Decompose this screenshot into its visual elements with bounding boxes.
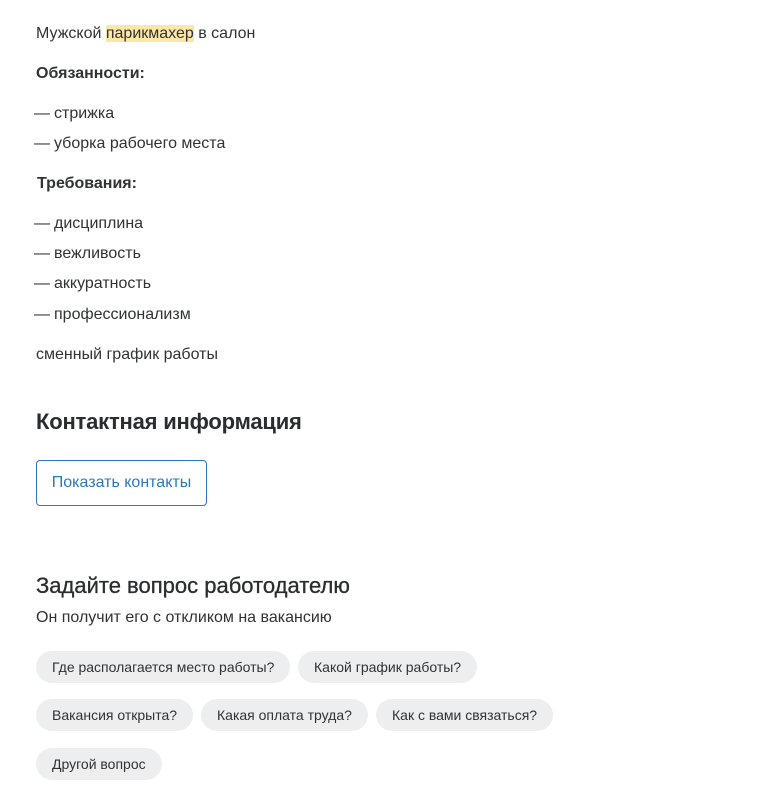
- duty-item: [34, 134, 225, 154]
- vacancy-intro: [36, 24, 255, 44]
- question-chip-vacancy-open[interactable]: Вакансия открыта?: [36, 699, 193, 731]
- question-chip-other[interactable]: Другой вопрос: [36, 748, 162, 780]
- requirements-heading: Требования:: [37, 175, 137, 192]
- intro-text-before: Мужской: [36, 25, 106, 42]
- duty-item: [34, 104, 114, 124]
- intro-text-after: в салон: [193, 25, 256, 42]
- schedule-text: сменный график работы: [36, 346, 218, 363]
- question-chip-salary[interactable]: Какая оплата труда?: [201, 699, 368, 731]
- dash-marker: —: [34, 135, 50, 152]
- requirement-item: [34, 214, 143, 234]
- duty-item-text: стрижка: [54, 105, 115, 122]
- requirement-item-text: дисциплина: [54, 215, 144, 232]
- search-highlight: парикмахер: [105, 25, 194, 42]
- dash-marker: —: [34, 105, 50, 122]
- requirement-item: [34, 244, 141, 264]
- question-chip-schedule[interactable]: Какой график работы?: [298, 651, 477, 683]
- requirement-item-text: вежливость: [54, 245, 141, 262]
- requirement-item-text: аккуратность: [54, 275, 152, 292]
- question-heading: Задайте вопрос работодателю: [36, 573, 350, 598]
- requirement-item-text: профессионализм: [54, 306, 191, 323]
- dash-marker: —: [34, 275, 50, 292]
- question-chip-work-location[interactable]: Где располагается место работы?: [36, 651, 290, 683]
- duty-item-text: уборка рабочего места: [54, 135, 226, 152]
- contacts-heading: Контактная информация: [36, 409, 302, 434]
- requirement-item: [34, 274, 151, 294]
- requirement-item: [34, 305, 191, 325]
- dash-marker: —: [34, 245, 50, 262]
- dash-marker: —: [34, 215, 50, 232]
- question-subtitle: Он получит его с откликом на вакансию: [36, 609, 332, 626]
- duties-heading: Обязанности:: [36, 65, 145, 82]
- show-contacts-button[interactable]: Показать контакты: [36, 460, 207, 506]
- question-chip-contact[interactable]: Как с вами связаться?: [376, 699, 553, 731]
- dash-marker: —: [34, 306, 50, 323]
